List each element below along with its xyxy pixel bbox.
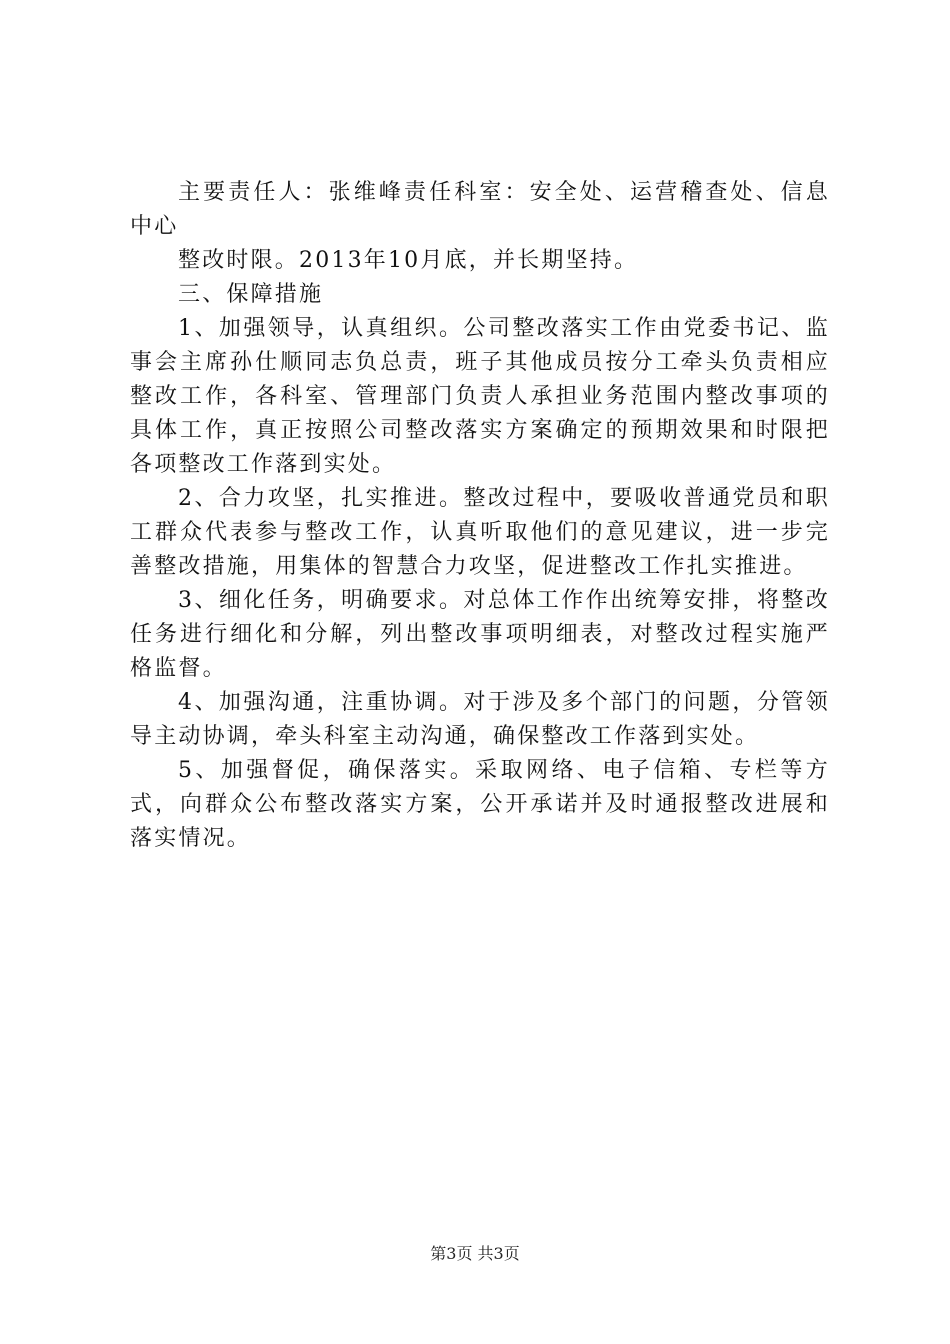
paragraph-measure-4: 4、加强沟通，注重协调。对于涉及多个部门的问题，分管领导主动协调，牵头科室主动沟通，确保整改工作落到实处。 (130, 690, 830, 749)
paragraph-measure-3: 3、细化任务，明确要求。对总体工作作出统筹安排，将整改任务进行细化和分解，列出整改事项明细表，对整改过程实施严格监督。 (130, 588, 830, 681)
paragraph-deadline: 整改时限。2013年10月底，并长期坚持。 (178, 248, 639, 273)
paragraph-measure-2: 2、合力攻坚，扎实推进。整改过程中，要吸收普通党员和职工群众代表参与整改工作，认真听取他们的意见建议，进一步完善整改措施，用集体的智慧合力攻坚，促进整改工作扎实推进。 (130, 486, 830, 579)
paragraph-measure-1: 1、加强领导，认真组织。公司整改落实工作由党委书记、监事会主席孙仕顺同志负总责，班子其他成员按分工牵头负责相应整改工作，各科室、管理部门负责人承担业务范围内整改事项的具体工作，真正按照公司整改落实方案确定的预期效果和时限把各项整改工作落到实处。 (130, 316, 830, 477)
document-body (130, 176, 830, 856)
page-number-footer: 第3页 共3页 (430, 1244, 520, 1263)
section-heading-safeguards: 三、保障措施 (178, 282, 324, 307)
paragraph-measure-5: 5、加强督促，确保落实。采取网络、电子信箱、专栏等方式，向群众公布整改落实方案，公开承诺并及时通报整改进展和落实情况。 (130, 758, 830, 851)
paragraph-responsible-person: 主要责任人：张维峰责任科室：安全处、运营稽查处、信息中心 (130, 180, 830, 239)
